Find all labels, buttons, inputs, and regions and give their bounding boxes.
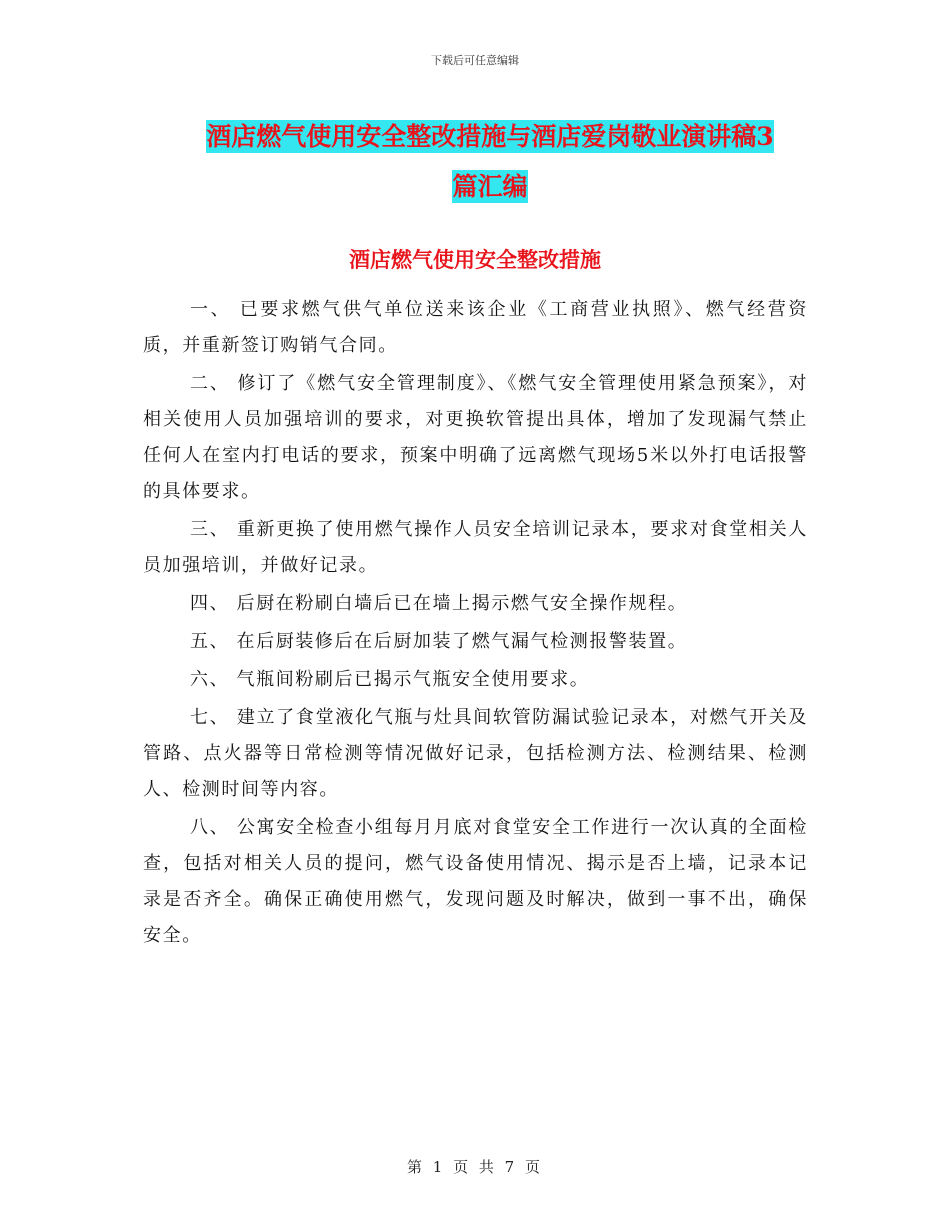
paragraph-5: 五、 在后厨装修后在后厨加装了燃气漏气检测报警装置。 bbox=[190, 631, 688, 652]
paragraph-4: 四、 后厨在粉刷白墙后已在墙上揭示燃气安全操作规程。 bbox=[190, 593, 688, 614]
page-header-note: 下载后可任意编辑 bbox=[431, 54, 519, 67]
document-title bbox=[140, 112, 840, 212]
paragraph-2: 二、 修订了《燃气安全管理制度》、《燃气安全管理使用紧急预案》，对相关使用人员加强培训的要求，对更换软管提出具体，增加了发现漏气禁止任何人在室内打电话的要求，预案中明确了远离燃气现场5米以外打电话报警的具体要求。 bbox=[143, 373, 808, 502]
page-number: 第 1 页 共 7 页 bbox=[407, 1158, 543, 1176]
paragraph-6: 六、 气瓶间粉刷后已揭示气瓶安全使用要求。 bbox=[190, 669, 590, 690]
document-title-line-2: 篇汇编 bbox=[452, 172, 528, 201]
paragraph-1: 一、 已要求燃气供气单位送来该企业《工商营业执照》、燃气经营资质，并重新签订购销气合同。 bbox=[143, 299, 808, 356]
document-title-line-1: 酒店燃气使用安全整改措施与酒店爱岗敬业演讲稿3 bbox=[206, 122, 774, 151]
section-heading: 酒店燃气使用安全整改措施 bbox=[349, 247, 601, 272]
paragraph-7: 七、 建立了食堂液化气瓶与灶具间软管防漏试验记录本，对燃气开关及管路、点火器等日常检测等情况做好记录，包括检测方法、检测结果、检测人、检测时间等内容。 bbox=[143, 707, 808, 800]
document-body bbox=[143, 292, 808, 956]
paragraph-3: 三、 重新更换了使用燃气操作人员安全培训记录本，要求对食堂相关人员加强培训，并做好记录。 bbox=[143, 519, 808, 576]
paragraph-8: 八、 公寓安全检查小组每月月底对食堂安全工作进行一次认真的全面检查，包括对相关人员的提问，燃气设备使用情况、揭示是否上墙，记录本记录是否齐全。确保正确使用燃气，发现问题及时解决，做到一事不出，确保安全。 bbox=[143, 817, 808, 946]
